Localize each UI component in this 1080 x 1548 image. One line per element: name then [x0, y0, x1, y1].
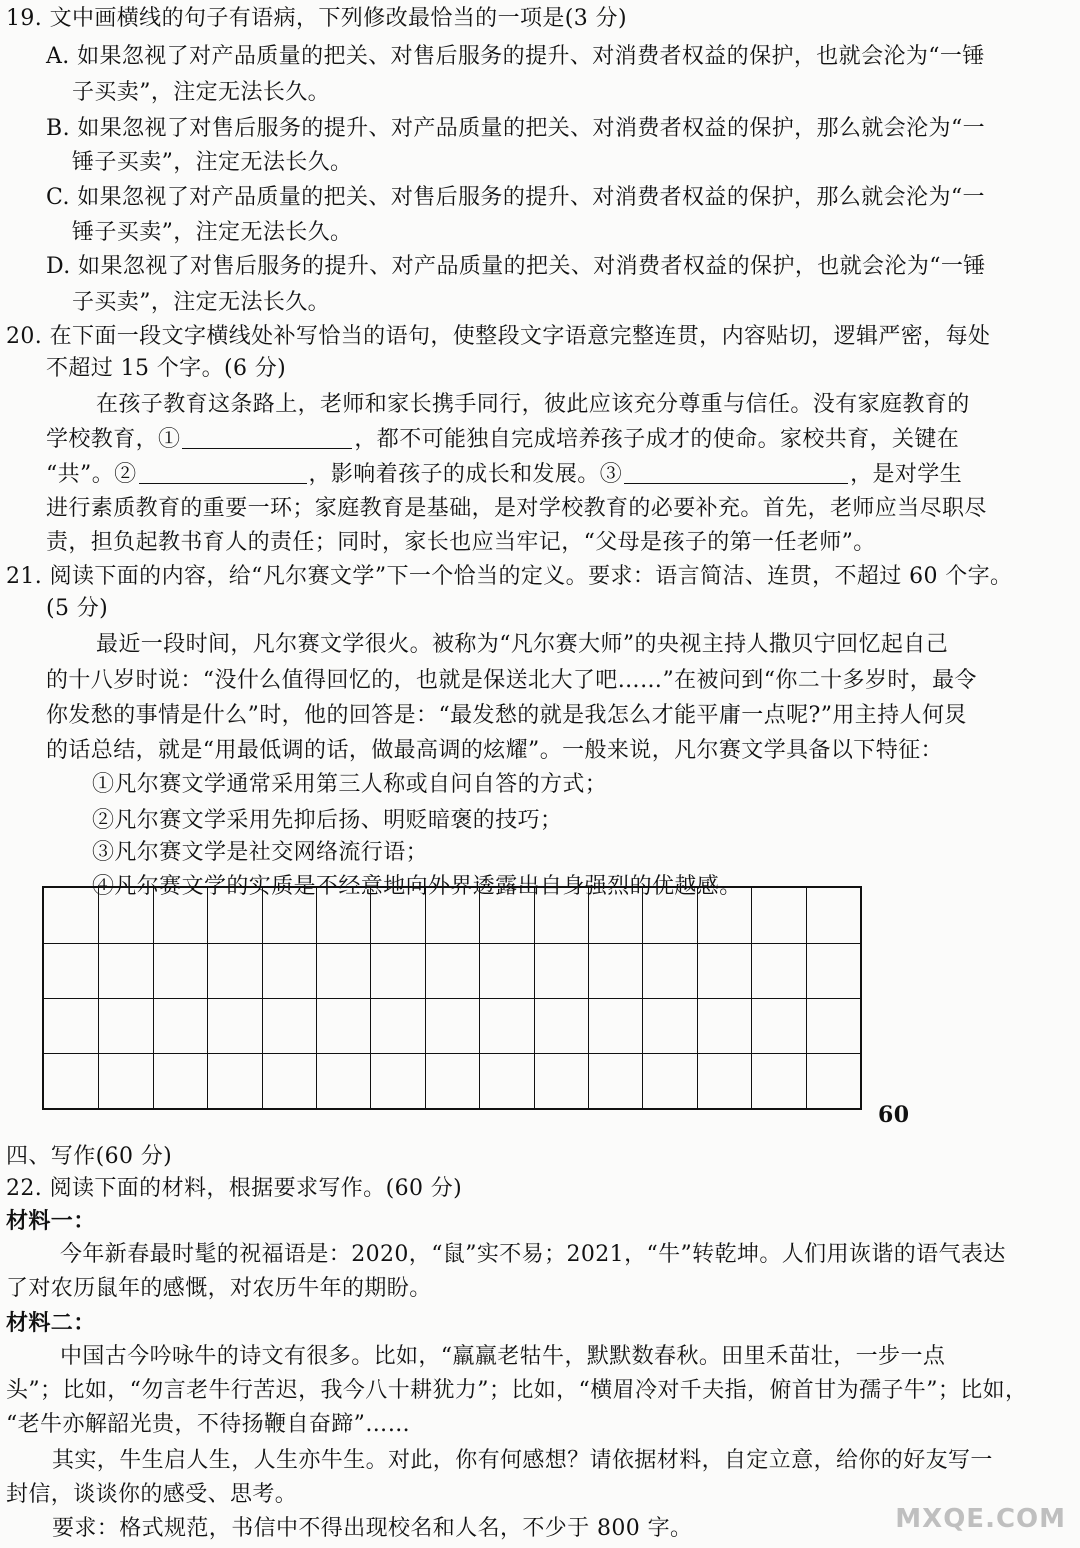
q21-stem-line2: (5 分): [46, 596, 109, 621]
q19-option-b-line1: B. 如果忽视了对售后服务的提升、对产品质量的把关、对消费者权益的保护，那么就会沦为“一: [46, 116, 986, 141]
grid-row-line: [44, 998, 860, 999]
q20-blank-1[interactable]: [182, 426, 352, 449]
essay-prompt-line1: 其实，牛生启人生，人生亦牛生。对此，你有何感想？请依据材料，自定立意，给你的好友写一: [52, 1448, 993, 1473]
watermark-logo: MXQE.COM: [895, 1504, 1066, 1534]
q20-para-line5: 责，担负起教书育人的责任；同时，家长也应当牢记，“父母是孩子的第一任老师”。: [46, 530, 876, 555]
q19-option-c-line2: 锤子买卖”，注定无法长久。: [72, 220, 353, 245]
q20-text: ，是对学生: [850, 462, 963, 487]
q20-blank-3[interactable]: [624, 461, 848, 484]
q20-text: “共”。②: [46, 462, 137, 487]
q19-option-b-line2: 锤子买卖”，注定无法长久。: [72, 150, 353, 175]
q21-feature-3: ③凡尔赛文学是社交网络流行语；: [92, 840, 429, 865]
q19-stem: 19. 文中画横线的句子有语病，下列修改最恰当的一项是(3 分): [6, 6, 627, 31]
q20-stem-line1: 20. 在下面一段文字横线处补写恰当的语句，使整段文字语意完整连贯，内容贴切，逻辑严密，每处: [6, 324, 991, 349]
material2-title: 材料二：: [6, 1310, 96, 1336]
material2-line2: 头”；比如，“勿言老牛行苦迟，我今八十耕犹力”；比如，“横眉冷对千夫指，俯首甘为孺子牛”；比如，: [6, 1378, 1028, 1403]
q20-para-line2: [46, 425, 959, 455]
grid-count-label: 60: [878, 1102, 910, 1128]
q21-stem-line1: 21. 阅读下面的内容，给“凡尔赛文学”下一个恰当的定义。要求：语言简洁、连贯，不超过 60 个字。: [6, 564, 1013, 589]
q21-feature-1: ①凡尔赛文学通常采用第三人称或自问自答的方式；: [92, 772, 608, 797]
essay-prompt-line2: 封信，谈谈你的感受、思考。: [6, 1482, 298, 1507]
grid-row-line: [44, 1053, 860, 1054]
material2-line3: “老牛亦解韶光贵，不待扬鞭自奋蹄”……: [6, 1412, 411, 1437]
q21-para-line4: 的话总结，就是“用最低调的话，做最高调的炫耀”。一般来说，凡尔赛文学具备以下特征：: [46, 738, 943, 763]
section4-title: 四、写作(60 分): [6, 1144, 173, 1169]
q20-para-line4: 进行素质教育的重要一环；家庭教育是基础，是对学校教育的必要补充。首先，老师应当尽职尽: [46, 496, 987, 521]
q19-option-a-line1: A. 如果忽视了对产品质量的把关、对售后服务的提升、对消费者权益的保护，也就会沦为“一锤: [46, 44, 985, 69]
q20-para-line3: [46, 460, 962, 490]
q20-text: ，都不可能独自完成培养孩子成才的使命。家校共育，关键在: [354, 427, 960, 452]
q19-option-d-line2: 子买卖”，注定无法长久。: [72, 290, 331, 315]
q20-text: 学校教育，①: [46, 427, 181, 452]
material2-line1: 中国古今吟咏牛的诗文有很多。比如，“羸羸老牯牛，默默数春秋。田里禾苗壮，一步一点: [60, 1344, 946, 1369]
q20-para-line1: 在孩子教育这条路上，老师和家长携手同行，彼此应该充分尊重与信任。没有家庭教育的: [96, 392, 970, 417]
material1-line1: 今年新春最时髦的祝福语是：2020，“鼠”实不易；2021，“牛”转乾坤。人们用诙谐的语气表达: [60, 1242, 1006, 1267]
q21-para-line3: 你发愁的事情是什么”时，他的回答是：“最发愁的就是我怎么才能平庸一点呢?”用主持人何炅: [46, 703, 967, 728]
q20-blank-2[interactable]: [139, 461, 307, 484]
q20-stem-line2: 不超过 15 个字。(6 分): [46, 356, 287, 381]
q21-para-line2: 的十八岁时说：“没什么值得回忆的，也就是保送北大了吧……”在被问到“你二十多岁时，最令: [46, 668, 977, 693]
material1-line2: 了对农历鼠年的感慨，对农历牛年的期盼。: [6, 1276, 432, 1301]
q19-option-c-line1: C. 如果忽视了对产品质量的把关、对售后服务的提升、对消费者权益的保护，那么就会沦为“一: [46, 185, 985, 210]
answer-grid[interactable]: [42, 886, 862, 1110]
essay-requirements: 要求：格式规范，书信中不得出现校名和人名，不少于 800 字。: [52, 1516, 693, 1541]
q22-stem: 22. 阅读下面的材料，根据要求写作。(60 分): [6, 1176, 463, 1201]
q21-feature-2: ②凡尔赛文学采用先抑后扬、明贬暗褒的技巧；: [92, 808, 563, 833]
q19-option-a-line2: 子买卖”，注定无法长久。: [72, 80, 331, 105]
grid-row-line: [44, 943, 860, 944]
q21-feature-4: ④凡尔赛文学的实质是不经意地向外界透露出自身强烈的优越感。: [92, 874, 742, 899]
q19-option-d-line1: D. 如果忽视了对售后服务的提升、对产品质量的把关、对消费者权益的保护，也就会沦为“一锤: [46, 254, 986, 279]
q21-para-line1: 最近一段时间，凡尔赛文学很火。被称为“凡尔赛大师”的央视主持人撒贝宁回忆起自己: [96, 632, 949, 657]
material1-title: 材料一：: [6, 1208, 96, 1234]
q20-text: ，影响着孩子的成长和发展。③: [308, 462, 623, 487]
